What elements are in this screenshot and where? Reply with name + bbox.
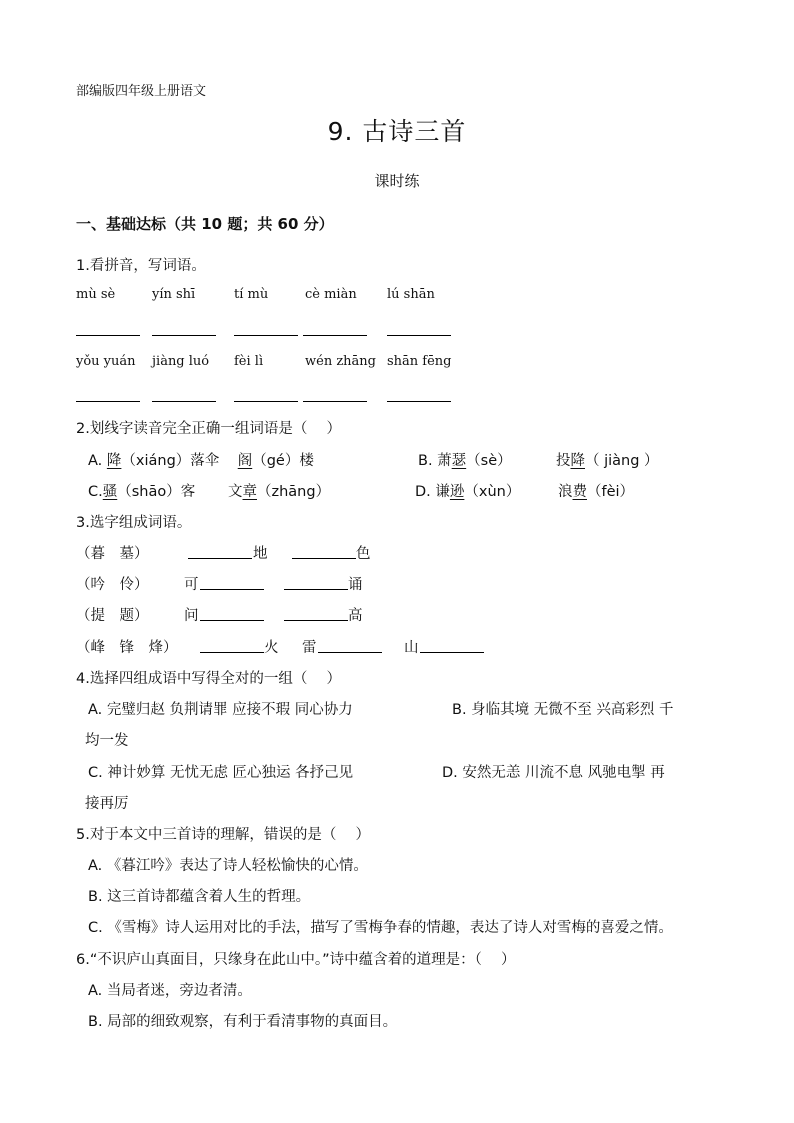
option-b-continuation: 均一发 (85, 733, 129, 749)
word-char: 色 (356, 546, 371, 562)
option-c[interactable]: C. 神计妙算 无忧无虑 匠心独运 各抒己见 (88, 765, 354, 781)
option-a[interactable]: A. 《暮江吟》表达了诗人轻松愉快的心情。 (88, 858, 368, 874)
word-char: 高 (348, 608, 363, 624)
underlined-char: 降 (106, 453, 122, 469)
page-title: 9. 古诗三首 (327, 117, 467, 146)
word-char: 问 (184, 608, 199, 624)
answer-blank[interactable] (76, 335, 140, 336)
pinyin-item: shān fēng (387, 354, 452, 369)
question-2-stem: 2.划线字读音完全正确一组词语是（ ） (76, 421, 341, 437)
question-4-stem: 4.选择四组成语中写得全对的一组（ ） (76, 671, 341, 687)
option-b[interactable]: B. 身临其境 无微不至 兴高彩烈 千 (452, 702, 674, 718)
choice-chars: （峰 锋 烽） (76, 640, 178, 656)
answer-blank[interactable] (303, 335, 367, 336)
choice-chars: （暮 墓） (76, 546, 149, 562)
option-c[interactable]: C. 《雪梅》诗人运用对比的手法，描写了雪梅争春的情趣，表达了诗人对雪梅的喜爱之情。 (88, 920, 673, 936)
question-3-stem: 3.选字组成词语。 (76, 515, 192, 531)
underlined-char: 阁 (237, 453, 253, 469)
pinyin-item: fèi lì (234, 354, 264, 369)
document-header: 部编版四年级上册语文 (76, 84, 207, 99)
answer-blank[interactable] (152, 401, 216, 402)
word-char: 火 (264, 640, 279, 656)
underlined-char: 降 (570, 453, 585, 469)
option-b[interactable]: B. 局部的细致观察，有利于看清事物的真面目。 (88, 1014, 398, 1030)
answer-blank[interactable] (200, 652, 264, 653)
option-b-second-word: 投降（ jiàng ） (556, 453, 659, 469)
option-d[interactable]: D. 谦逊（xùn） (415, 484, 521, 500)
pinyin-item: wén zhāng (305, 354, 376, 369)
underlined-char: 章 (242, 484, 257, 500)
pinyin-item: jiàng luó (152, 354, 210, 369)
pinyin-item: yǒu yuán (76, 354, 136, 369)
option-c-second-word: 文章（zhāng） (228, 484, 331, 500)
answer-blank[interactable] (284, 620, 348, 621)
underlined-char: 瑟 (451, 453, 467, 469)
answer-blank[interactable] (188, 558, 252, 559)
pinyin-item: yín shī (152, 287, 196, 302)
word-char: 诵 (348, 577, 363, 593)
word-char: 地 (253, 546, 268, 562)
underlined-char: 骚 (102, 484, 118, 500)
answer-blank[interactable] (234, 401, 298, 402)
answer-blank[interactable] (200, 620, 264, 621)
pinyin-item: tí mù (234, 287, 269, 302)
option-b[interactable]: B. 萧瑟（sè） (418, 453, 512, 469)
answer-blank[interactable] (200, 589, 264, 590)
answer-blank[interactable] (76, 401, 140, 402)
answer-blank[interactable] (303, 401, 367, 402)
answer-blank[interactable] (292, 558, 356, 559)
answer-blank[interactable] (387, 401, 451, 402)
answer-blank[interactable] (284, 589, 348, 590)
pinyin-item: mù sè (76, 287, 116, 302)
question-1-stem: 1.看拼音，写词语。 (76, 258, 206, 274)
option-b[interactable]: B. 这三首诗都蕴含着人生的哲理。 (88, 889, 311, 905)
choice-chars: （吟 伶） (76, 577, 149, 593)
answer-blank[interactable] (152, 335, 216, 336)
option-c[interactable]: C.骚（shāo）客 (88, 484, 196, 500)
answer-blank[interactable] (420, 652, 484, 653)
page-subtitle: 课时练 (374, 172, 420, 190)
word-char: 山 (404, 640, 419, 656)
option-d-continuation: 接再厉 (85, 796, 129, 812)
question-5-stem: 5.对于本文中三首诗的理解，错误的是（ ） (76, 827, 370, 843)
answer-blank[interactable] (387, 335, 451, 336)
question-6-stem: 6.“不识庐山真面目，只缘身在此山中。”诗中蕴含着的道理是：（ ） (76, 952, 516, 968)
underlined-char: 逊 (449, 484, 465, 500)
answer-blank[interactable] (318, 652, 382, 653)
option-a[interactable]: A. 降（xiáng）落伞 阁（gé）楼 (88, 453, 314, 469)
option-a[interactable]: A. 完璧归赵 负荆请罪 应接不瑕 同心协力 (88, 702, 353, 718)
option-d[interactable]: D. 安然无恙 川流不息 风驰电掣 再 (442, 765, 665, 781)
option-a[interactable]: A. 当局者迷，旁边者清。 (88, 983, 252, 999)
section-heading: 一、基础达标（共 10 题；共 60 分） (76, 215, 334, 233)
word-char: 雷 (302, 640, 317, 656)
underlined-char: 费 (572, 484, 587, 500)
choice-chars: （提 题） (76, 608, 149, 624)
pinyin-item: lú shān (387, 287, 435, 302)
option-d-second-word: 浪费（fèi） (558, 484, 635, 500)
pinyin-item: cè miàn (305, 287, 357, 302)
answer-blank[interactable] (234, 335, 298, 336)
word-char: 可 (184, 577, 199, 593)
